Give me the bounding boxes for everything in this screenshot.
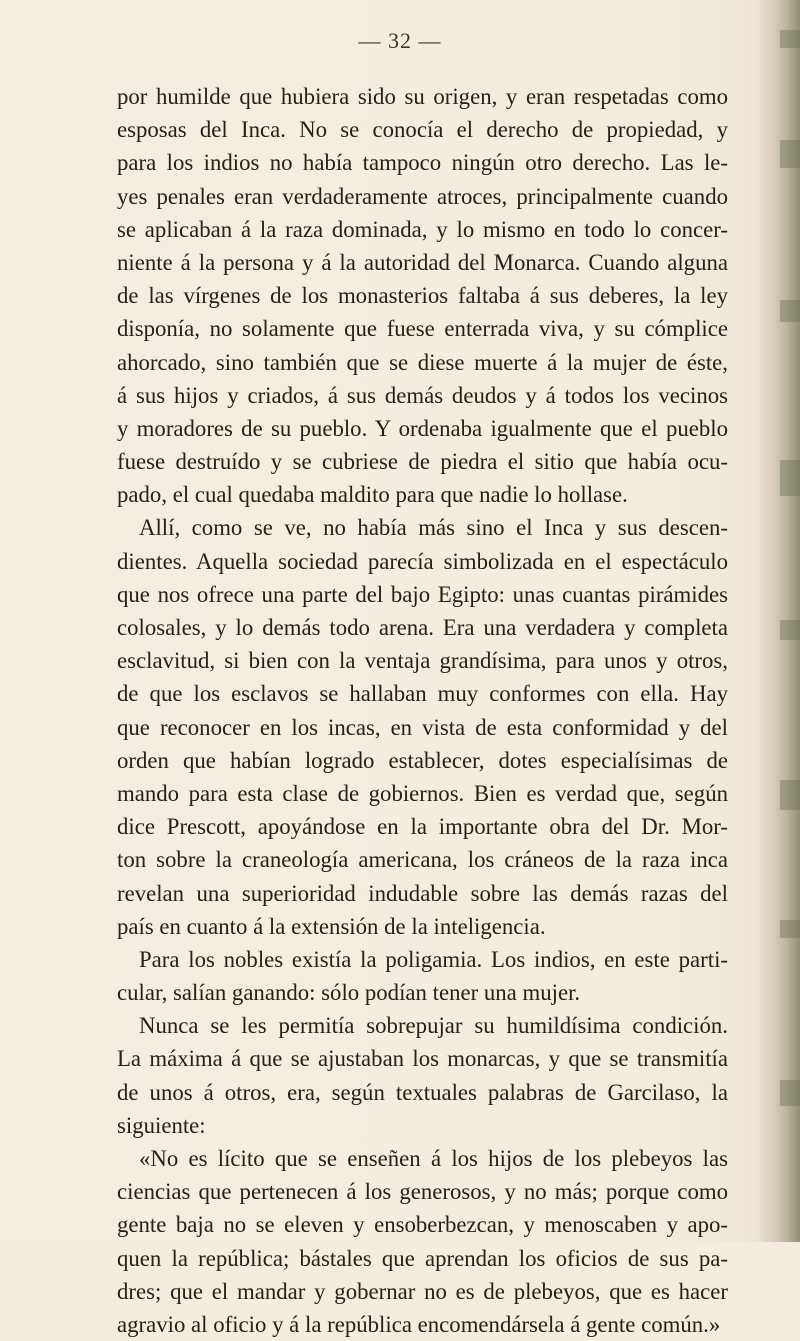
body-text bbox=[117, 80, 728, 1341]
quote-end-line: agravio al oficio y á la república encomendársela á gente común.» bbox=[117, 1311, 721, 1337]
text-line: fuese destruído y se cubriese de piedra el sitio que había ocu- bbox=[117, 449, 728, 475]
page-edge-shadow bbox=[758, 0, 800, 1242]
edge-mark bbox=[780, 140, 800, 168]
quote-line: quen la república; bástales que aprendan los oficios de sus pa- bbox=[117, 1245, 728, 1271]
text-line: esclavitud, si bien con la ventaja grandísima, para unos y otros, bbox=[117, 648, 728, 674]
text-line: revelan una superioridad indudable sobre las demás razas del bbox=[117, 880, 728, 906]
paragraph-start-line: Nunca se les permitía sobrepujar su humildísima condición. bbox=[139, 1013, 728, 1039]
quote-line: ciencias que pertenecen á los generosos, y no más; porque como bbox=[117, 1179, 728, 1205]
text-line: dice Prescott, apoyándose en la importante obra del Dr. Mor- bbox=[117, 814, 728, 840]
paragraph-end-line: siguiente: bbox=[117, 1112, 206, 1138]
text-line: dientes. Aquella sociedad parecía simbolizada en el espectáculo bbox=[117, 548, 728, 574]
quote-line: gente baja no se eleven y ensoberbezcan, y menoscaben y apo- bbox=[117, 1212, 728, 1238]
page-number: — 32 — bbox=[358, 28, 442, 53]
text-line: á sus hijos y criados, á sus demás deudos y á todos los vecinos bbox=[117, 382, 728, 408]
text-line: para los indios no había tampoco ningún otro derecho. Las le- bbox=[117, 150, 728, 176]
text-line: orden que habían logrado establecer, dotes especialísimas de bbox=[117, 747, 728, 773]
text-line: por humilde que hubiera sido su origen, y eran respetadas como bbox=[117, 84, 728, 109]
text-line: yes penales eran verdaderamente atroces, principalmente cuando bbox=[117, 183, 728, 209]
edge-mark bbox=[780, 780, 800, 810]
text-line: ton sobre la craneología americana, los cráneos de la raza inca bbox=[117, 847, 728, 873]
text-line: mando para esta clase de gobiernos. Bien es verdad que, según bbox=[117, 780, 728, 806]
edge-mark bbox=[780, 1080, 800, 1106]
text-line: de que los esclavos se hallaban muy conformes con ella. Hay bbox=[117, 681, 728, 707]
paragraph-end-line: país en cuanto á la extensión de la inteligencia. bbox=[117, 913, 546, 939]
paragraph-end-line: cular, salían ganando: sólo podían tener una mujer. bbox=[117, 980, 581, 1006]
text-line: esposas del Inca. No se conocía el derecho de propiedad, y bbox=[117, 117, 728, 143]
quote-start-line: «No es lícito que se enseñen á los hijos de los plebeyos las bbox=[139, 1146, 728, 1171]
paragraph-start-line: Para los nobles existía la poligamia. Los indios, en este parti- bbox=[139, 946, 728, 972]
text-line: se aplicaban á la raza dominada, y lo mismo en todo lo concer- bbox=[117, 216, 728, 242]
text-line: de unos á otros, era, según textuales palabras de Garcilaso, la bbox=[117, 1079, 728, 1105]
text-line: La máxima á que se ajustaban los monarcas, y que se transmitía bbox=[117, 1046, 728, 1072]
text-line: de las vírgenes de los monasterios faltaba á sus deberes, la ley bbox=[117, 283, 728, 309]
paragraph-end-line: pado, el cual quedaba maldito para que nadie lo hollase. bbox=[117, 482, 628, 508]
text-line: niente á la persona y á la autoridad del Monarca. Cuando alguna bbox=[117, 249, 728, 275]
quote-line: dres; que el mandar y gobernar no es de plebeyos, que es hacer bbox=[117, 1278, 728, 1304]
text-line: que nos ofrece una parte del bajo Egipto: unas cuantas pirámides bbox=[117, 581, 728, 607]
edge-mark bbox=[780, 620, 800, 640]
text-line: disponía, no solamente que fuese enterrada viva, y su cómplice bbox=[117, 316, 728, 342]
text-line: y moradores de su pueblo. Y ordenaba igualmente que el pueblo bbox=[117, 415, 728, 441]
edge-mark bbox=[780, 920, 800, 938]
text-line: colosales, y lo demás todo arena. Era una verdadera y completa bbox=[117, 615, 728, 640]
edge-mark bbox=[780, 300, 800, 322]
paragraph-start-line: Allí, como se ve, no había más sino el Inca y sus descen- bbox=[139, 515, 728, 541]
edge-mark bbox=[780, 460, 800, 496]
text-line: que reconocer en los incas, en vista de esta conformidad y del bbox=[117, 714, 728, 740]
text-line: ahorcado, sino también que se diese muerte á la mujer de éste, bbox=[117, 349, 728, 375]
